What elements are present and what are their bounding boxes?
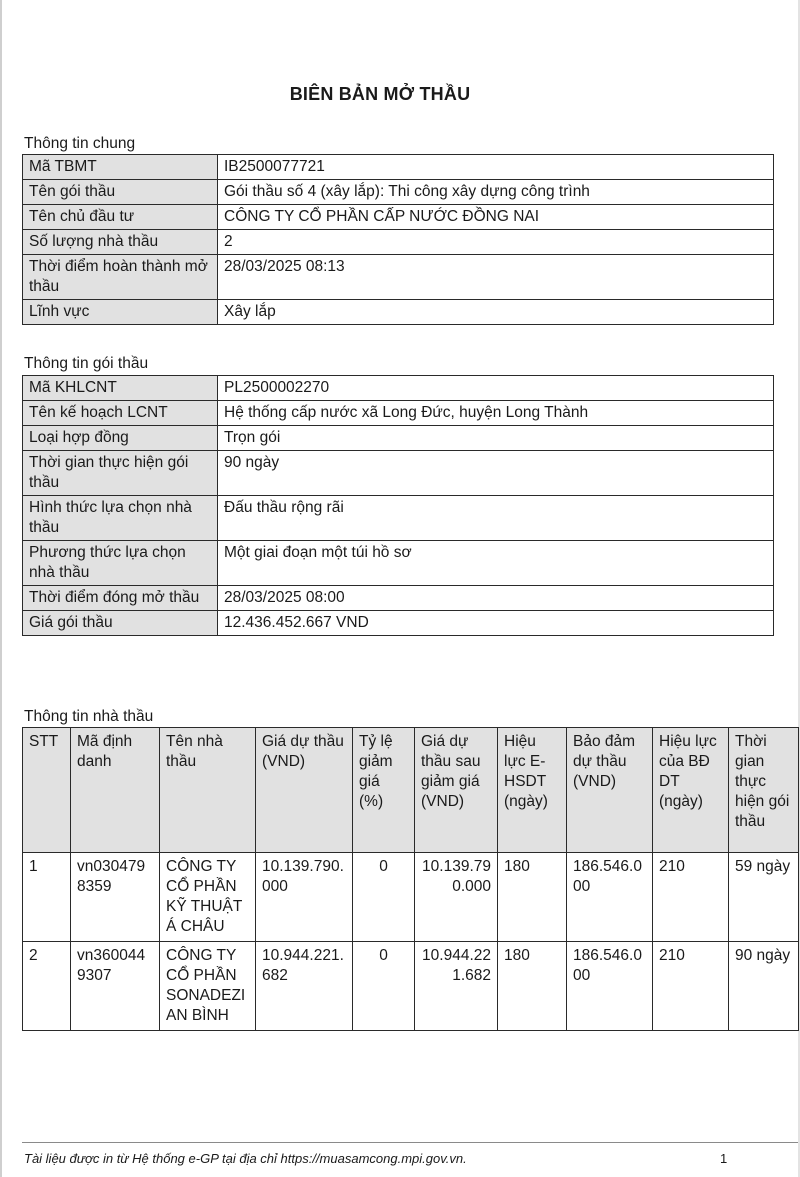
table-row [23, 496, 774, 541]
cell-duration: 90 ngày [729, 942, 799, 1031]
table-row [23, 586, 774, 611]
field-value: Đấu thầu rộng rãi [218, 496, 774, 541]
general-info-table [22, 154, 774, 325]
table-row [23, 180, 774, 205]
table-row [23, 205, 774, 230]
column-header-stt: STT [23, 728, 71, 853]
field-label: Giá gói thầu [23, 611, 218, 636]
package-info-heading: Thông tin gói thầu [24, 355, 149, 372]
document-title: BIÊN BẢN MỞ THẦU [289, 84, 471, 104]
column-header-bid-security: Bảo đảm dự thầu (VND) [567, 728, 653, 853]
field-label: Thời gian thực hiện gói thầu [23, 451, 218, 496]
field-label: Thời điểm hoàn thành mở thầu [23, 255, 218, 300]
cell-name: CÔNG TY CỔ PHẦN SONADEZI AN BÌNH [160, 942, 256, 1031]
field-label: Phương thức lựa chọn nhà thầu [23, 541, 218, 586]
column-header-duration: Thời gian thực hiện gói thầu [729, 728, 799, 853]
package-info-table [22, 375, 774, 636]
column-header-discounted-price: Giá dự thầu sau giảm giá (VND) [415, 728, 498, 853]
page-number: 1 [720, 1151, 728, 1166]
footer-divider [22, 1142, 798, 1143]
cell-id: vn3600449307 [71, 942, 160, 1031]
field-label: Mã KHLCNT [23, 376, 218, 401]
column-header-name: Tên nhà thầu [160, 728, 256, 853]
field-value: PL2500002270 [218, 376, 774, 401]
field-value: Xây lắp [218, 300, 774, 325]
cell-validity: 180 [498, 942, 567, 1031]
field-label: Tên kế hoạch LCNT [23, 401, 218, 426]
column-header-discount-rate: Tỷ lệ giảm giá (%) [353, 728, 415, 853]
table-row [23, 255, 774, 300]
column-header-security-validity: Hiệu lực của BĐ DT (ngày) [653, 728, 729, 853]
cell-duration: 59 ngày [729, 853, 799, 942]
cell-validity: 180 [498, 853, 567, 942]
field-value: Gói thầu số 4 (xây lắp): Thi công xây dựng công trình [218, 180, 774, 205]
cell-discounted-price: 10.944.221.682 [415, 942, 498, 1031]
field-label: Thời điểm đóng mở thầu [23, 586, 218, 611]
table-row [23, 376, 774, 401]
cell-discounted-price: 10.139.790.000 [415, 853, 498, 942]
table-row [23, 541, 774, 586]
field-value: Một giai đoạn một túi hồ sơ [218, 541, 774, 586]
cell-stt: 1 [23, 853, 71, 942]
field-label: Loại hợp đồng [23, 426, 218, 451]
table-row [23, 451, 774, 496]
field-value: Trọn gói [218, 426, 774, 451]
cell-security-validity: 210 [653, 942, 729, 1031]
field-label: Số lượng nhà thầu [23, 230, 218, 255]
table-row [23, 853, 799, 942]
field-value: 90 ngày [218, 451, 774, 496]
page-edge [0, 0, 2, 1177]
bidders-info-heading: Thông tin nhà thầu [24, 708, 154, 725]
field-value: 2 [218, 230, 774, 255]
field-label: Tên chủ đầu tư [23, 205, 218, 230]
table-header-row [23, 728, 799, 853]
field-value: 28/03/2025 08:00 [218, 586, 774, 611]
field-value: CÔNG TY CỔ PHẦN CẤP NƯỚC ĐỒNG NAI [218, 205, 774, 230]
table-row [23, 942, 799, 1031]
field-label: Lĩnh vực [23, 300, 218, 325]
column-header-id: Mã định danh [71, 728, 160, 853]
field-value: IB2500077721 [218, 155, 774, 180]
cell-bid-security: 186.546.000 [567, 942, 653, 1031]
table-row [23, 401, 774, 426]
cell-bid-price: 10.139.790.000 [256, 853, 353, 942]
field-label: Tên gói thầu [23, 180, 218, 205]
cell-stt: 2 [23, 942, 71, 1031]
table-row [23, 155, 774, 180]
cell-discount-rate: 0 [353, 942, 415, 1031]
cell-id: vn0304798359 [71, 853, 160, 942]
field-value: 12.436.452.667 VND [218, 611, 774, 636]
field-label: Mã TBMT [23, 155, 218, 180]
table-row [23, 230, 774, 255]
table-row [23, 426, 774, 451]
cell-name: CÔNG TY CỔ PHẦN KỸ THUẬT Á CHÂU [160, 853, 256, 942]
field-label: Hình thức lựa chọn nhà thầu [23, 496, 218, 541]
table-row [23, 611, 774, 636]
footer-note: Tài liệu được in từ Hệ thống e-GP tại địa chỉ https://muasamcong.mpi.gov.vn. [24, 1151, 467, 1166]
cell-bid-price: 10.944.221.682 [256, 942, 353, 1031]
column-header-bid-price: Giá dự thầu (VND) [256, 728, 353, 853]
cell-discount-rate: 0 [353, 853, 415, 942]
column-header-validity: Hiệu lực E-HSDT (ngày) [498, 728, 567, 853]
cell-bid-security: 186.546.000 [567, 853, 653, 942]
bidders-table [22, 727, 799, 1031]
cell-security-validity: 210 [653, 853, 729, 942]
general-info-heading: Thông tin chung [24, 135, 136, 152]
table-row [23, 300, 774, 325]
field-value: Hệ thống cấp nước xã Long Đức, huyện Long Thành [218, 401, 774, 426]
field-value: 28/03/2025 08:13 [218, 255, 774, 300]
